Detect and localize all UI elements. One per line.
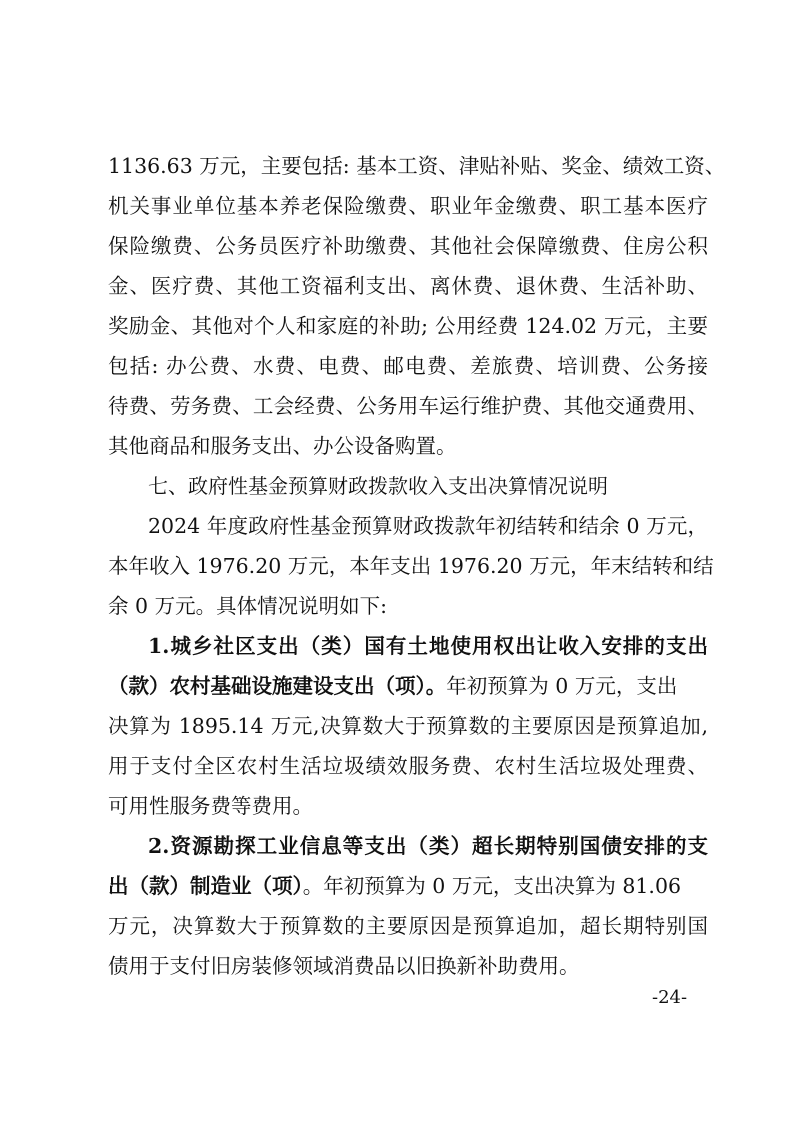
- paragraph-line: 债用于支付旧房装修领域消费品以旧换新补助费用。: [108, 954, 580, 978]
- paragraph-line: 1136.63 万元，主要包括: 基本工资、津贴补贴、奖金、绩效工资、: [108, 154, 726, 178]
- paragraph-line: 本年收入 1976.20 万元，本年支出 1976.20 万元，年末结转和结: [108, 554, 714, 578]
- paragraph-line: 包括: 办公费、水费、电费、邮电费、差旅费、培训费、公务接: [108, 354, 708, 378]
- paragraph-line: 金、医疗费、其他工资福利支出、离休费、退休费、生活补助、: [108, 274, 708, 298]
- paragraph-line: 机关事业单位基本养老保险缴费、职业年金缴费、职工基本医疗: [108, 194, 708, 218]
- paragraph-line: 奖励金、其他对个人和家庭的补助; 公用经费 124.02 万元，主要: [108, 314, 708, 338]
- item-2-title-end: 出（款）制造业（项）: [108, 874, 303, 898]
- section-heading: 七、政府性基金预算财政拨款收入支出决算情况说明: [148, 474, 608, 498]
- paragraph-line: 决算为 1895.14 万元,决算数大于预算数的主要原因是预算追加,: [108, 714, 708, 738]
- paragraph-line: 万元，决算数大于预算数的主要原因是预算追加，超长期特别国: [108, 914, 708, 938]
- paragraph-line: 2024 年度政府性基金预算财政拨款年初结转和结余 0 万元，: [148, 514, 708, 538]
- page-number: -24-: [652, 987, 688, 1008]
- paragraph-line: 待费、劳务费、工会经费、公务用车运行维护费、其他交通费用、: [108, 394, 708, 418]
- item-2-line: [108, 866, 708, 906]
- paragraph-line: 可用性服务费等费用。: [108, 794, 313, 818]
- item-1-title-end: （款）农村基础设施建设支出（项）。: [108, 674, 447, 698]
- paragraph-line: 保险缴费、公务员医疗补助缴费、其他社会保障缴费、住房公积: [108, 234, 708, 258]
- paragraph-line: 其他商品和服务支出、办公设备购置。: [108, 434, 457, 458]
- paragraph-line: 余 0 万元。具体情况说明如下:: [108, 594, 387, 618]
- item-1-line: [108, 666, 708, 706]
- item-2-text: 。年初预算为 0 万元，支出决算为 81.06: [302, 874, 682, 898]
- item-1-text: 年初预算为 0 万元，支出: [446, 674, 678, 698]
- item-2-title: 2.资源勘探工业信息等支出（类）超长期特别国债安排的支: [148, 834, 708, 858]
- paragraph-line: 用于支付全区农村生活垃圾绩效服务费、农村生活垃圾处理费、: [108, 754, 708, 778]
- item-1-title: 1.城乡社区支出（类）国有土地使用权出让收入安排的支出: [148, 634, 708, 658]
